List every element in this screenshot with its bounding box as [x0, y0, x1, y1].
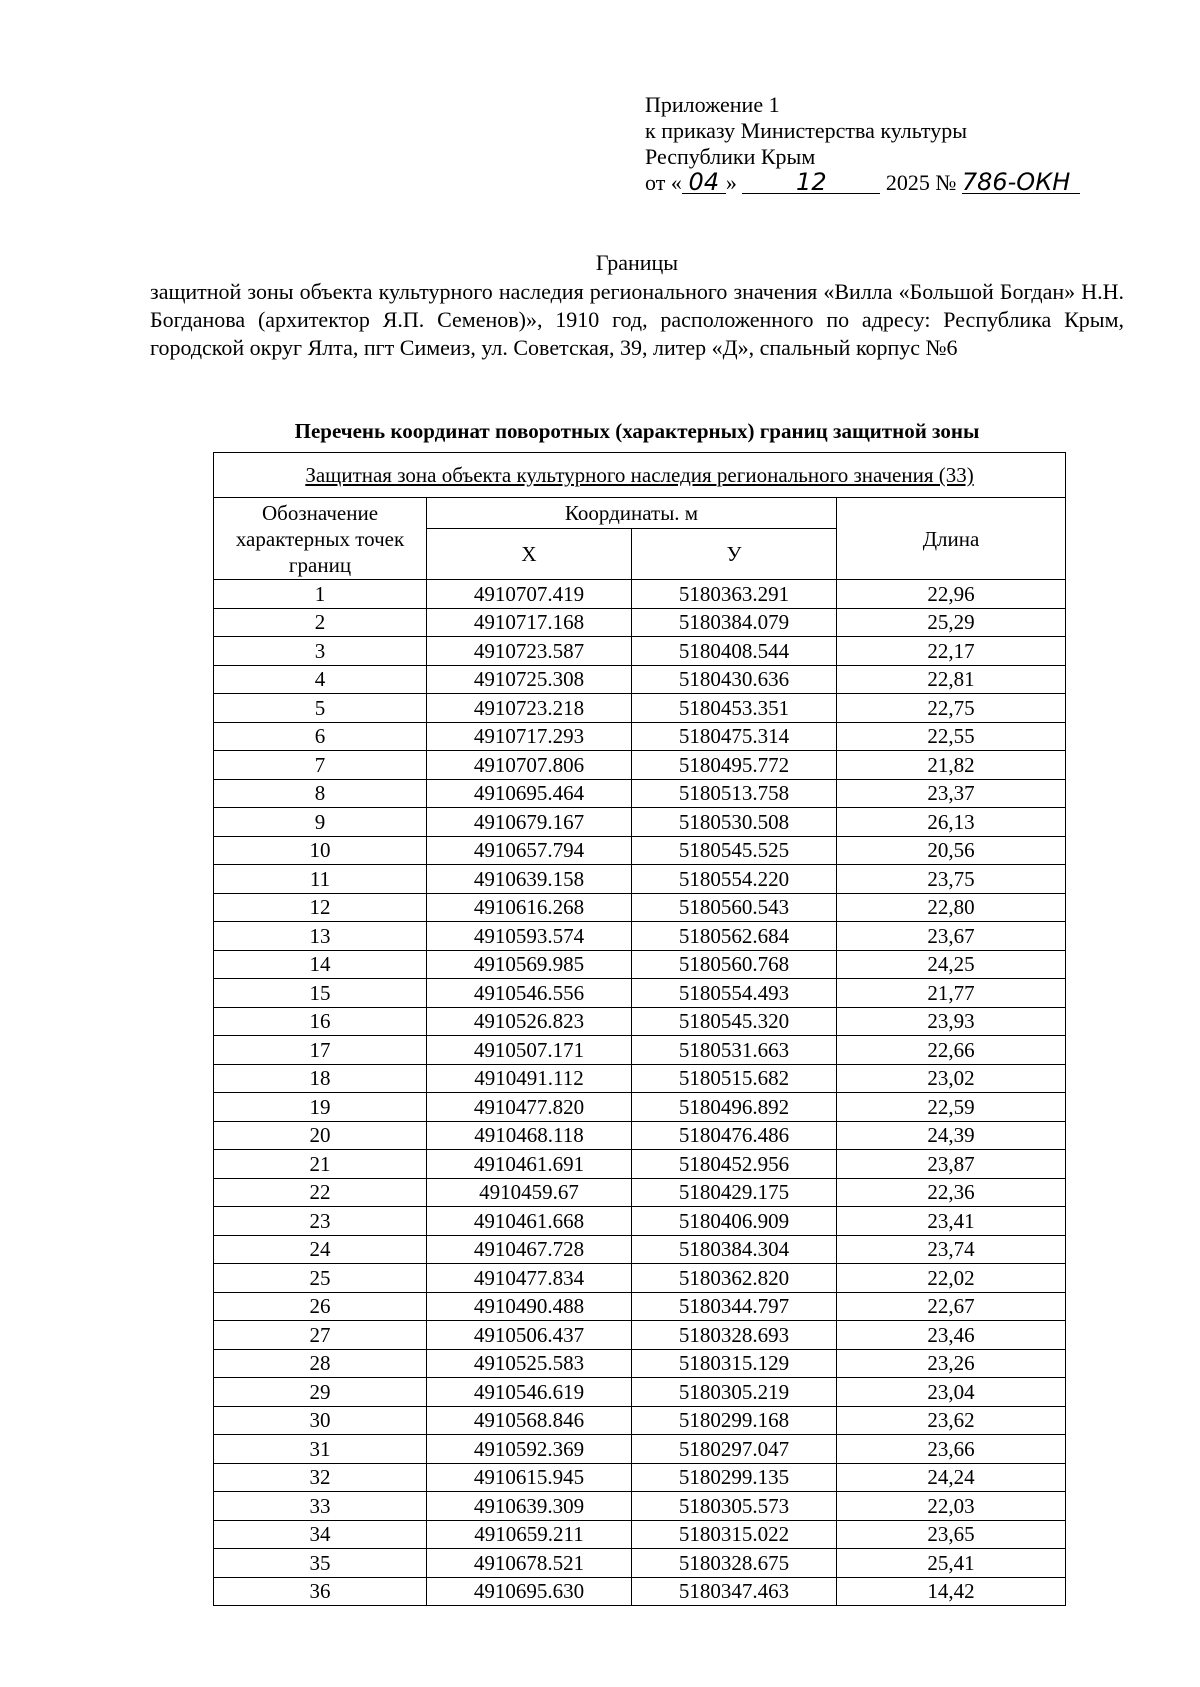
- coord-y: 5180408.544: [632, 637, 837, 666]
- segment-length: 22,75: [837, 694, 1066, 723]
- coord-x: 4910546.619: [427, 1378, 632, 1407]
- table-row: [214, 722, 1066, 751]
- appendix-label: Приложение 1: [645, 92, 780, 117]
- point-number: 27: [214, 1321, 427, 1350]
- date-mid: »: [725, 170, 737, 195]
- coord-y: 5180530.508: [632, 808, 837, 837]
- segment-length: 23,66: [837, 1435, 1066, 1464]
- header-points: Обозначение характерных точек границ: [214, 498, 427, 580]
- segment-length: 23,02: [837, 1064, 1066, 1093]
- segment-length: 23,74: [837, 1235, 1066, 1264]
- order-reference: к приказу Министерства культуры: [645, 118, 968, 143]
- coord-x: 4910723.218: [427, 694, 632, 723]
- point-number: 19: [214, 1093, 427, 1122]
- coord-y: 5180315.022: [632, 1520, 837, 1549]
- coord-x: 4910477.834: [427, 1264, 632, 1293]
- point-number: 20: [214, 1121, 427, 1150]
- coord-x: 4910717.168: [427, 608, 632, 637]
- coord-x: 4910725.308: [427, 665, 632, 694]
- coord-x: 4910695.464: [427, 779, 632, 808]
- coord-x: 4910467.728: [427, 1235, 632, 1264]
- point-number: 5: [214, 694, 427, 723]
- coord-y: 5180299.168: [632, 1406, 837, 1435]
- point-number: 31: [214, 1435, 427, 1464]
- point-number: 4: [214, 665, 427, 694]
- coord-y: 5180545.525: [632, 836, 837, 865]
- point-number: 17: [214, 1036, 427, 1065]
- coord-y: 5180328.693: [632, 1321, 837, 1350]
- order-number-handwritten: 786-ОКН: [962, 171, 1080, 194]
- coord-x: 4910490.488: [427, 1292, 632, 1321]
- coord-x: 4910723.587: [427, 637, 632, 666]
- segment-length: 22,36: [837, 1178, 1066, 1207]
- point-number: 24: [214, 1235, 427, 1264]
- table-row: [214, 1264, 1066, 1293]
- table-row: [214, 1492, 1066, 1521]
- coord-y: 5180496.892: [632, 1093, 837, 1122]
- header-coordinates: Координаты. м: [427, 498, 837, 529]
- point-number: 2: [214, 608, 427, 637]
- table-row: [214, 1435, 1066, 1464]
- coord-x: 4910568.846: [427, 1406, 632, 1435]
- coord-y: 5180562.684: [632, 922, 837, 951]
- table-row: [214, 1007, 1066, 1036]
- coord-y: 5180299.135: [632, 1463, 837, 1492]
- date-year: 2025 №: [885, 170, 957, 195]
- point-number: 34: [214, 1520, 427, 1549]
- coord-y: 5180476.486: [632, 1121, 837, 1150]
- table-row: [214, 1235, 1066, 1264]
- table-row: [214, 1463, 1066, 1492]
- segment-length: 24,25: [837, 950, 1066, 979]
- header-x: X: [427, 529, 632, 580]
- coord-x: 4910639.309: [427, 1492, 632, 1521]
- coord-y: 5180297.047: [632, 1435, 837, 1464]
- document-title: Границы: [595, 250, 679, 275]
- coord-y: 5180515.682: [632, 1064, 837, 1093]
- table-row: [214, 1520, 1066, 1549]
- table-row: [214, 1093, 1066, 1122]
- coord-y: 5180363.291: [632, 580, 837, 609]
- coord-y: 5180554.493: [632, 979, 837, 1008]
- table-row: [214, 865, 1066, 894]
- coord-y: 5180495.772: [632, 751, 837, 780]
- table-row: [214, 779, 1066, 808]
- coord-x: 4910679.167: [427, 808, 632, 837]
- order-date-line: [645, 170, 1165, 196]
- coord-x: 4910468.118: [427, 1121, 632, 1150]
- coord-x: 4910569.985: [427, 950, 632, 979]
- segment-length: 22,96: [837, 580, 1066, 609]
- coord-x: 4910525.583: [427, 1349, 632, 1378]
- coordinates-table: [213, 452, 1066, 1606]
- segment-length: 23,67: [837, 922, 1066, 951]
- appendix-header: [645, 92, 1165, 196]
- point-number: 28: [214, 1349, 427, 1378]
- point-number: 7: [214, 751, 427, 780]
- coord-y: 5180384.079: [632, 608, 837, 637]
- coord-x: 4910491.112: [427, 1064, 632, 1093]
- table-row: [214, 950, 1066, 979]
- point-number: 8: [214, 779, 427, 808]
- point-number: 26: [214, 1292, 427, 1321]
- table-row: [214, 1064, 1066, 1093]
- coord-x: 4910546.556: [427, 979, 632, 1008]
- segment-length: 21,82: [837, 751, 1066, 780]
- point-number: 12: [214, 893, 427, 922]
- point-number: 15: [214, 979, 427, 1008]
- coord-x: 4910526.823: [427, 1007, 632, 1036]
- table-row: [214, 1036, 1066, 1065]
- segment-length: 22,67: [837, 1292, 1066, 1321]
- table-row: [214, 751, 1066, 780]
- point-number: 3: [214, 637, 427, 666]
- coord-x: 4910678.521: [427, 1549, 632, 1578]
- header-length: Длина: [837, 498, 1066, 580]
- point-number: 18: [214, 1064, 427, 1093]
- coord-y: 5180475.314: [632, 722, 837, 751]
- segment-length: 14,42: [837, 1577, 1066, 1606]
- coord-y: 5180453.351: [632, 694, 837, 723]
- coordinates-list-title: Перечень координат поворотных (характерных) границ защитной зоны: [294, 419, 980, 443]
- point-number: 14: [214, 950, 427, 979]
- date-prefix: от «: [645, 170, 682, 195]
- coord-y: 5180560.768: [632, 950, 837, 979]
- table-row: [214, 1349, 1066, 1378]
- zone-caption: Защитная зона объекта культурного наследия регионального значения (33): [305, 463, 974, 487]
- table-row: [214, 1406, 1066, 1435]
- coord-y: 5180560.543: [632, 893, 837, 922]
- point-number: 32: [214, 1463, 427, 1492]
- header-y: У: [632, 529, 837, 580]
- table-row: [214, 1378, 1066, 1407]
- point-number: 11: [214, 865, 427, 894]
- coord-y: 5180315.129: [632, 1349, 837, 1378]
- coord-x: 4910639.158: [427, 865, 632, 894]
- coord-x: 4910707.806: [427, 751, 632, 780]
- segment-length: 22,02: [837, 1264, 1066, 1293]
- coord-y: 5180545.320: [632, 1007, 837, 1036]
- coord-y: 5180554.220: [632, 865, 837, 894]
- table-row: [214, 808, 1066, 837]
- coord-y: 5180384.304: [632, 1235, 837, 1264]
- date-day-handwritten: 04: [682, 171, 726, 194]
- zone-caption-row: [214, 453, 1066, 498]
- point-number: 21: [214, 1150, 427, 1179]
- point-number: 16: [214, 1007, 427, 1036]
- segment-length: 22,17: [837, 637, 1066, 666]
- coord-x: 4910707.419: [427, 580, 632, 609]
- table-row: [214, 1178, 1066, 1207]
- segment-length: 22,80: [837, 893, 1066, 922]
- point-number: 6: [214, 722, 427, 751]
- segment-length: 26,13: [837, 808, 1066, 837]
- segment-length: 23,04: [837, 1378, 1066, 1407]
- coord-x: 4910659.211: [427, 1520, 632, 1549]
- coord-x: 4910717.293: [427, 722, 632, 751]
- coord-y: 5180406.909: [632, 1207, 837, 1236]
- coord-x: 4910477.820: [427, 1093, 632, 1122]
- coord-y: 5180429.175: [632, 1178, 837, 1207]
- republic-name: Республики Крым: [645, 144, 816, 169]
- segment-length: 25,29: [837, 608, 1066, 637]
- point-number: 9: [214, 808, 427, 837]
- coord-y: 5180344.797: [632, 1292, 837, 1321]
- table-row: [214, 1321, 1066, 1350]
- table-row: [214, 1121, 1066, 1150]
- coord-y: 5180328.675: [632, 1549, 837, 1578]
- table-row: [214, 893, 1066, 922]
- segment-length: 23,37: [837, 779, 1066, 808]
- table-row: [214, 1292, 1066, 1321]
- point-number: 29: [214, 1378, 427, 1407]
- segment-length: 23,87: [837, 1150, 1066, 1179]
- coord-y: 5180305.219: [632, 1378, 837, 1407]
- segment-length: 23,65: [837, 1520, 1066, 1549]
- point-number: 13: [214, 922, 427, 951]
- segment-length: 22,66: [837, 1036, 1066, 1065]
- segment-length: 23,93: [837, 1007, 1066, 1036]
- zone-caption-cell: [214, 453, 1066, 498]
- segment-length: 23,26: [837, 1349, 1066, 1378]
- coord-x: 4910506.437: [427, 1321, 632, 1350]
- table-row: [214, 580, 1066, 609]
- table-row: [214, 922, 1066, 951]
- coord-x: 4910695.630: [427, 1577, 632, 1606]
- table-row: [214, 637, 1066, 666]
- coord-y: 5180452.956: [632, 1150, 837, 1179]
- document-description: защитной зоны объекта культурного наследия регионального значения «Вилла «Большой Богдан» Н.Н. Богданова (архитектор Я.П. Семенов)», 1910 год, расположенного по адресу: Республика Крым, городской округ Ялта, пгт Симеиз, ул. Советская, 39, литер «Д», спальный корпус №6: [150, 279, 1124, 360]
- coord-x: 4910592.369: [427, 1435, 632, 1464]
- table-row: [214, 1549, 1066, 1578]
- segment-length: 23,62: [837, 1406, 1066, 1435]
- point-number: 35: [214, 1549, 427, 1578]
- point-number: 22: [214, 1178, 427, 1207]
- point-number: 36: [214, 1577, 427, 1606]
- coord-y: 5180531.663: [632, 1036, 837, 1065]
- segment-length: 24,39: [837, 1121, 1066, 1150]
- coord-x: 4910615.945: [427, 1463, 632, 1492]
- table-row: [214, 694, 1066, 723]
- coord-y: 5180513.758: [632, 779, 837, 808]
- table-row: [214, 1577, 1066, 1606]
- point-number: 10: [214, 836, 427, 865]
- segment-length: 24,24: [837, 1463, 1066, 1492]
- table-row: [214, 608, 1066, 637]
- segment-length: 20,56: [837, 836, 1066, 865]
- table-row: [214, 1150, 1066, 1179]
- table-row: [214, 836, 1066, 865]
- segment-length: 25,41: [837, 1549, 1066, 1578]
- segment-length: 22,59: [837, 1093, 1066, 1122]
- date-month-handwritten: 12: [742, 171, 880, 194]
- segment-length: 22,55: [837, 722, 1066, 751]
- segment-length: 23,75: [837, 865, 1066, 894]
- segment-length: 22,03: [837, 1492, 1066, 1521]
- table-row: [214, 665, 1066, 694]
- coord-x: 4910593.574: [427, 922, 632, 951]
- point-number: 30: [214, 1406, 427, 1435]
- segment-length: 23,41: [837, 1207, 1066, 1236]
- coord-x: 4910657.794: [427, 836, 632, 865]
- coord-x: 4910461.691: [427, 1150, 632, 1179]
- coord-y: 5180305.573: [632, 1492, 837, 1521]
- coord-y: 5180347.463: [632, 1577, 837, 1606]
- coord-y: 5180362.820: [632, 1264, 837, 1293]
- table-row: [214, 1207, 1066, 1236]
- point-number: 33: [214, 1492, 427, 1521]
- segment-length: 21,77: [837, 979, 1066, 1008]
- coord-x: 4910461.668: [427, 1207, 632, 1236]
- point-number: 25: [214, 1264, 427, 1293]
- header-row: [214, 498, 1066, 529]
- coord-y: 5180430.636: [632, 665, 837, 694]
- segment-length: 22,81: [837, 665, 1066, 694]
- coord-x: 4910459.67: [427, 1178, 632, 1207]
- table-row: [214, 979, 1066, 1008]
- coord-x: 4910616.268: [427, 893, 632, 922]
- point-number: 1: [214, 580, 427, 609]
- coord-x: 4910507.171: [427, 1036, 632, 1065]
- point-number: 23: [214, 1207, 427, 1236]
- segment-length: 23,46: [837, 1321, 1066, 1350]
